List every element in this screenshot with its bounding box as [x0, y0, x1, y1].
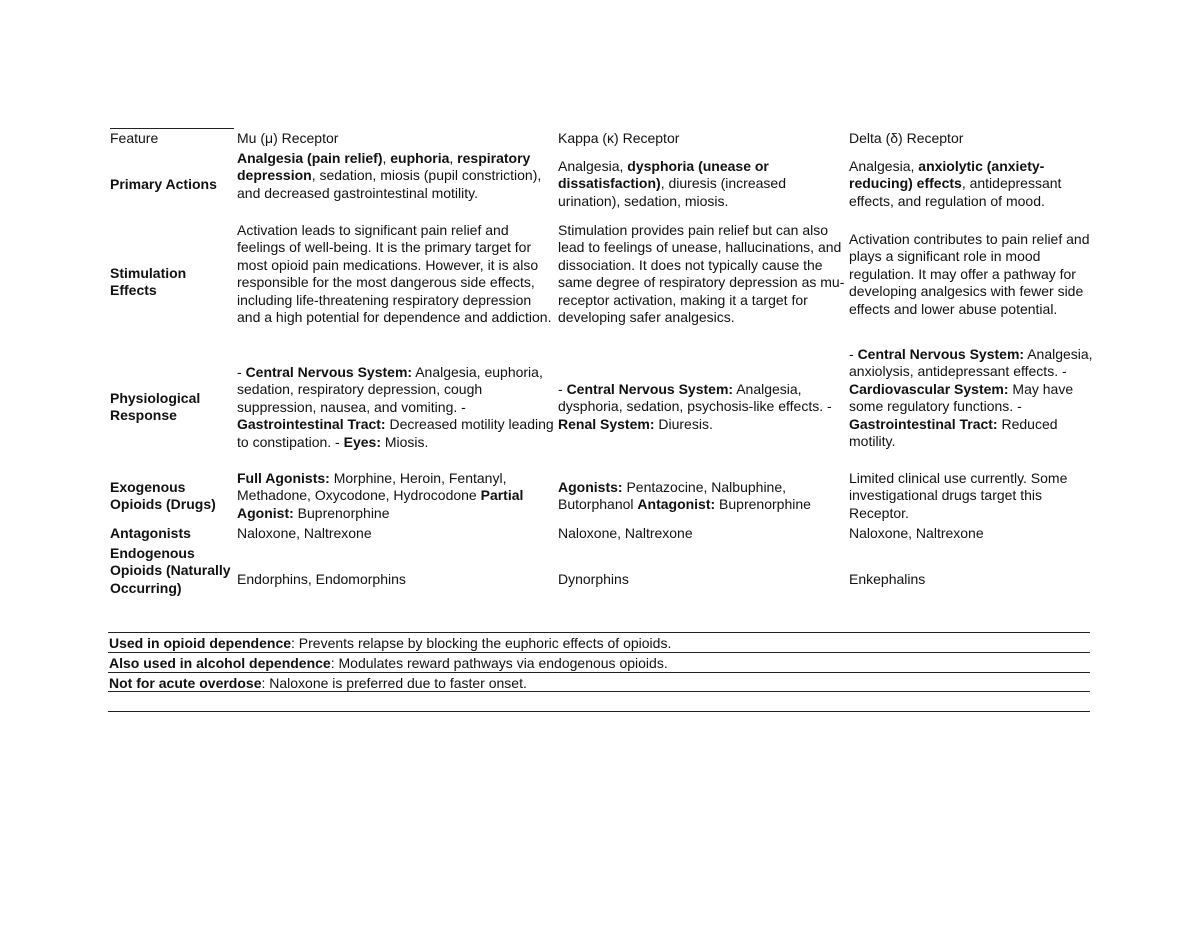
- cell-mu-stimulation-effects: Activation leads to significant pain relief and feelings of well-being. It is the primary target for most opioid pain medications. However, it is also responsible for the most dangerous side effects, including life-threatening respiratory depression and a high potential for dependence and addiction.: [237, 222, 552, 326]
- cell-mu-primary-actions: Analgesia (pain relief), euphoria, respiratory depression, sedation, miosis (pupil constriction), and decreased gastrointestinal motility.: [237, 150, 542, 201]
- cell-kappa-antagonists: Naloxone, Naltrexone: [558, 525, 693, 541]
- cell-mu-physiological-response: - Central Nervous System: Analgesia, euphoria, sedation, respiratory depression, cough suppression, nausea, and vomiting. - Gastrointestinal Tract: Decreased motility leading to constipation. - Eyes: Miosis.: [237, 364, 554, 450]
- cell-mu-exogenous-opioids: Full Agonists: Morphine, Heroin, Fentanyl, Methadone, Oxycodone, Hydrocodone Partial Agonist: Buprenorphine: [237, 470, 524, 521]
- note-alcohol-dependence: Also used in alcohol dependence: Modulates reward pathways via endogenous opioids.: [109, 655, 668, 671]
- bold-term: Cardiovascular System:: [849, 380, 1009, 397]
- cell-delta-physiological-response: - Central Nervous System: Analgesia, anxiolysis, antidepressant effects. - Cardiovascular System: May have some regulatory functions. - Gastrointestinal Tract: Reduced motility.: [849, 346, 1093, 450]
- cell-kappa-endogenous-opioids: Dynorphins: [558, 571, 629, 587]
- bold-term: Eyes:: [343, 433, 381, 450]
- header-mu-receptor: Mu (μ) Receptor: [237, 130, 339, 146]
- header-kappa-receptor: Kappa (κ) Receptor: [558, 130, 680, 146]
- cell-kappa-primary-actions: Analgesia, dysphoria (unease or dissatisfaction), diuresis (increased urination), sedation, miosis.: [558, 158, 786, 209]
- cell-kappa-physiological-response: - Central Nervous System: Analgesia, dysphoria, sedation, psychosis-like effects. - Renal System: Diuresis.: [558, 381, 832, 432]
- bold-term: Central Nervous System:: [857, 346, 1025, 362]
- cell-kappa-exogenous-opioids: Agonists: Pentazocine, Nalbuphine, Butorphanol Antagonist: Buprenorphine: [558, 479, 811, 513]
- cell-delta-endogenous-opioids: Enkephalins: [849, 571, 926, 587]
- cell-delta-primary-actions: Analgesia, anxiolytic (anxiety-reducing) effects, antidepressant effects, and regulation of mood.: [849, 158, 1062, 209]
- bold-term: Full Agonists:: [237, 470, 330, 486]
- note-acute-overdose: Not for acute overdose: Naloxone is preferred due to faster onset.: [109, 675, 527, 691]
- bold-term: Renal System:: [558, 415, 655, 432]
- cell-delta-exogenous-opioids: Limited clinical use currently. Some investigational drugs target this Receptor.: [849, 470, 1068, 521]
- header-rule: [110, 128, 234, 129]
- bold-term: Gastrointestinal Tract:: [849, 415, 998, 432]
- bold-term: dysphoria (unease or dissatisfaction): [558, 158, 769, 192]
- note-rule: [108, 711, 1090, 712]
- header-delta-receptor: Delta (δ) Receptor: [849, 130, 964, 146]
- cell-kappa-stimulation-effects: Stimulation provides pain relief but can also lead to feelings of unease, hallucinations, and dissociation. It does not typically cause the same degree of respiratory depression as mu-receptor activation, making it a target for developing safer analgesics.: [558, 222, 845, 326]
- bold-term: Analgesia (pain relief): [237, 150, 383, 166]
- bold-term: Gastrointestinal Tract:: [237, 416, 386, 433]
- bold-term: anxiolytic (anxiety-reducing) effects: [849, 158, 1045, 192]
- bold-term: Agonists:: [558, 479, 623, 495]
- note-opioid-dependence: Used in opioid dependence: Prevents relapse by blocking the euphoric effects of opioids.: [109, 635, 672, 651]
- cell-delta-stimulation-effects: Activation contributes to pain relief and plays a significant role in mood regulation. It may offer a pathway for developing analgesics with fewer side effects and lower abuse potential.: [849, 231, 1090, 317]
- note-rule: [108, 691, 1090, 692]
- row-label-endogenous-opioids: Endogenous Opioids (Naturally Occurring): [110, 545, 231, 596]
- row-label-physiological-response: Physiological Response: [110, 390, 201, 424]
- row-label-exogenous-opioids: Exogenous Opioids (Drugs): [110, 479, 216, 513]
- bold-term: Partial Agonist:: [237, 487, 524, 521]
- bold-term: Antagonist:: [637, 496, 716, 513]
- bold-term: euphoria: [390, 150, 450, 166]
- row-label-antagonists: Antagonists: [110, 525, 191, 541]
- row-label-stimulation-effects: Stimulation Effects: [110, 265, 187, 299]
- note-rule: [108, 672, 1090, 673]
- cell-mu-antagonists: Naloxone, Naltrexone: [237, 525, 372, 541]
- header-feature: Feature: [110, 130, 159, 146]
- cell-mu-endogenous-opioids: Endorphins, Endomorphins: [237, 571, 406, 587]
- bold-term: Central Nervous System:: [245, 364, 413, 380]
- bold-term: respiratory depression: [237, 150, 531, 184]
- note-rule: [108, 652, 1090, 653]
- note-rule: [108, 632, 1090, 633]
- bold-term: Central Nervous System:: [566, 381, 734, 397]
- cell-delta-antagonists: Naloxone, Naltrexone: [849, 525, 984, 541]
- row-label-primary-actions: Primary Actions: [110, 176, 217, 192]
